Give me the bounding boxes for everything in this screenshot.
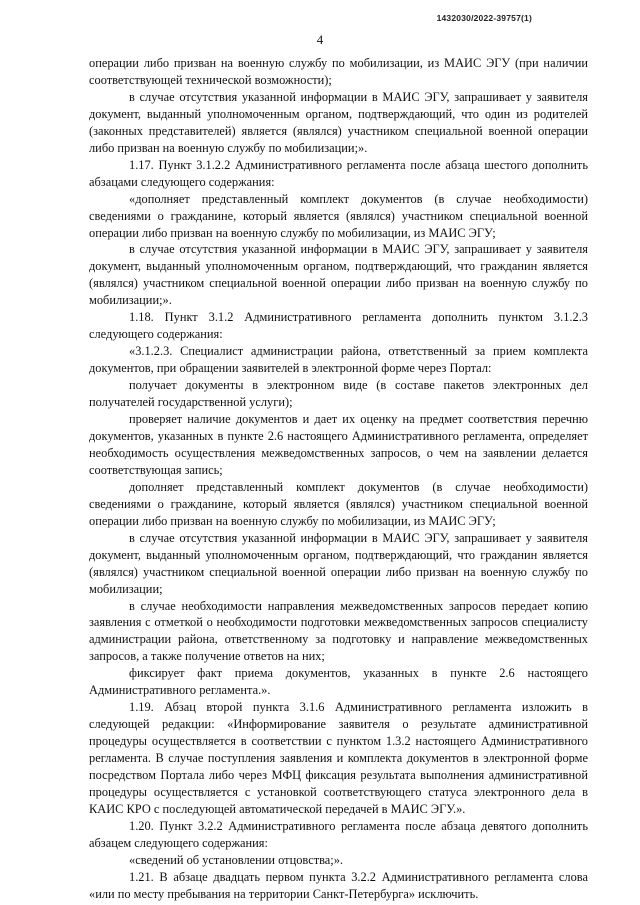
paragraph: получает документы в электронном виде (в составе пакетов электронных дел получателей государственной услуги); [89, 378, 588, 410]
paragraph: 1.17. Пункт 3.1.2.2 Административного регламента после абзаца шестого дополнить абзацами следующего содержания: [89, 157, 588, 189]
paragraph: 1.21. В абзаце двадцать первом пункта 3.2.2 Административного регламента слова «или по месту пребывания на территории Санкт-Петербурга» исключить. [89, 869, 588, 901]
paragraph: операции либо призван на военную службу по мобилизации, из МАИС ЭГУ (при наличии соответствующей технической возможности); [89, 56, 588, 87]
paragraph: в случае необходимости направления межведомственных запросов передает копию заявления с отметкой о необходимости подготовки межведомственных запросов специалисту администрации района, ответственному за подготовку и направление межведомственных запросов, а также получение ответов на них; [89, 598, 588, 664]
paragraph: фиксирует факт приема документов, указанных в пункте 2.6 настоящего Административного регламента.». [89, 666, 588, 698]
paragraph: 1.18. Пункт 3.1.2 Административного регламента дополнить пунктом 3.1.2.3 следующего содержания: [89, 310, 588, 342]
paragraph: в случае отсутствия указанной информации в МАИС ЭГУ, запрашивает у заявителя документ, выданный уполномоченным органом, подтверждающий, что гражданин является (являлся) участником специальной военной операции либо призван на военную службу по мобилизации; [89, 530, 588, 596]
document-number: 1432030/2022-39757(1) [436, 13, 532, 23]
paragraph: в случае отсутствия указанной информации в МАИС ЭГУ, запрашивает у заявителя документ, выданный уполномоченным органом, подтверждающий, что один из родителей (законных представителей) является (являлся) участником специальной военной операции либо призван на военную службу по мобилизации;». [89, 89, 588, 155]
page-number: 4 [316, 32, 324, 47]
paragraph: проверяет наличие документов и дает их оценку на предмет соответствия перечню документов, указанных в пункте 2.6 настоящего Административного регламента, определяет необходимость осуществления межведомственных запросов, о чем на заявлении делается соответствующая запись; [89, 412, 588, 477]
paragraph: 1.20. Пункт 3.2.2 Административного регламента после абзаца девятого дополнить абзацем следующего содержания: [89, 818, 588, 850]
paragraph: «сведений об установлении отцовства;». [129, 852, 344, 867]
paragraph: дополняет представленный комплект документов (в случае необходимости) сведениями о гражданине, который является (являлся) участником специальной военной операции либо призван на военную службу по мобилизации, из МАИС ЭГУ; [89, 479, 588, 528]
paragraph: «дополняет представленный комплект документов (в случае необходимости) сведениями о гражданине, который является (являлся) участником специальной военной операции либо призван на военную службу по мобилизации, из МАИС ЭГУ; [89, 191, 588, 240]
paragraph: 1.19. Абзац второй пункта 3.1.6 Административного регламента изложить в следующей редакции: «Информирование заявителя о результате административной процедуры осуществляется в соответствии с пунктом 1.3.2 настоящего Административного регламента. В случае поступления заявления и комплекта документов в электронной форме посредством Портала либо через МФЦ фиксация результата выполнения административной процедуры осуществляется с установкой соответствующего статуса электронного дела в КАИС КРО с последующей автоматической передачей в МАИС ЭГУ.». [89, 700, 588, 816]
paragraph: «3.1.2.3. Специалист администрации района, ответственный за прием комплекта документов, при обращении заявителей в электронной форме через Портал: [89, 344, 588, 376]
document-body [89, 55, 588, 903]
paragraph: в случае отсутствия указанной информации в МАИС ЭГУ, запрашивает у заявителя документ, выданный уполномоченным органом, подтверждающий, что гражданин является (являлся) участником специальной военной операции либо призван на военную службу по мобилизации;». [89, 242, 588, 308]
